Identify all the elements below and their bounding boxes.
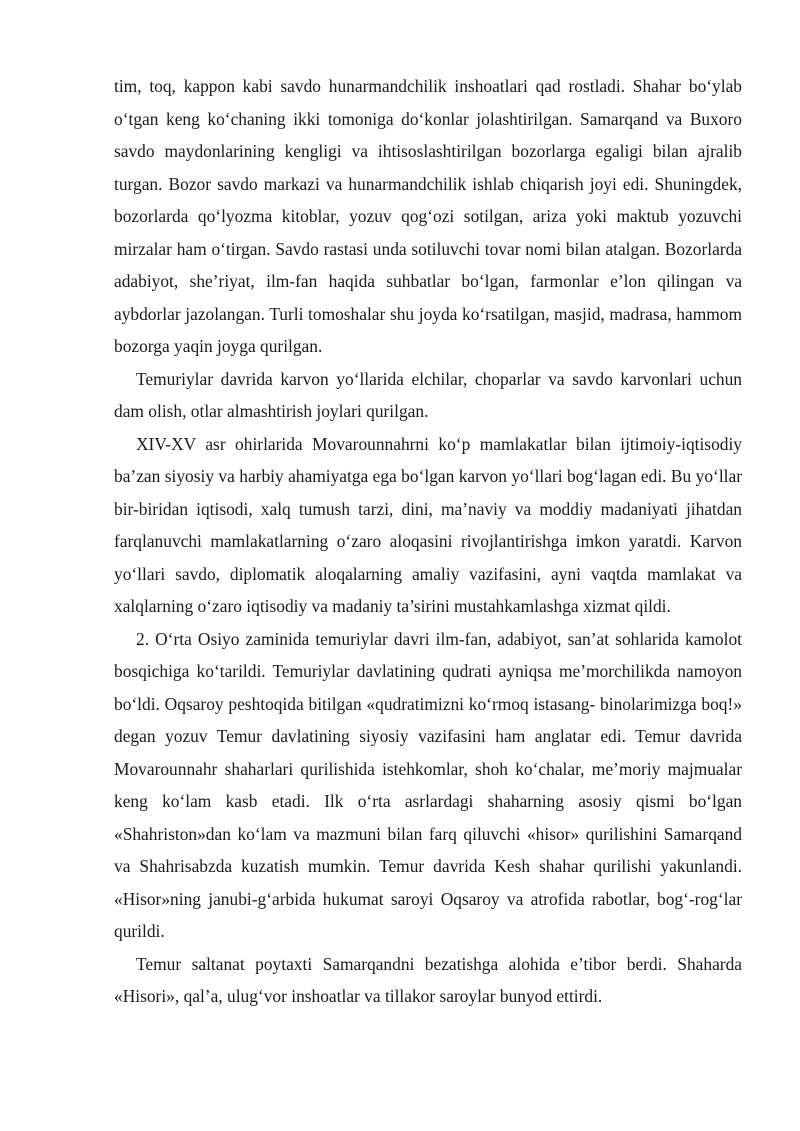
paragraph-2: Temuriylar davrida karvon yo‘llarida elchilar, choparlar va savdo karvonlari uchun dam olish, otlar almashtirish joylari qurilgan.: [114, 368, 742, 421]
paragraph-4: 2. O‘rta Osiyo zaminida temuriylar davri ilm-fan, adabiyot, san’at sohlarida kamolot bosqichiga ko‘tarildi. Temuriylar davlatining qudrati ayniqsa me’morchilikda namoyon bo‘ldi. Oqsaroy peshtoqida bitilgan «qudratimizni ko‘rmoq istasang- binolarimizga boq!» degan yozuv Temur davlatining siyosiy vazifasini ham anglatar edi. Temur davrida Movarounnahr shaharlari qurilishida istehkomlar, shoh ko‘chalar, me’moriy majmualar keng ko‘lam kasb etadi. Ilk o‘rta asrlardagi shaharning asosiy qismi bo‘lgan «Shahriston»dan ko‘lam va mazmuni bilan farq qiluvchi «hisor» qurilishini Samarqand va Shahrisabzda kuzatish mumkin. Temur davrida Kesh shahar qurilishi yakunlandi. «Hisor»ning janubi-g‘arbida hukumat saroyi Oqsaroy va atrofida rabotlar, bog‘-rog‘lar qurildi.: [114, 628, 742, 941]
paragraph-5: Temur saltanat poytaxti Samarqandni bezatishga alohida e’tibor berdi. Shaharda «Hisori», qal’a, ulug‘vor inshoatlar va tillakor saroylar bunyod ettirdi.: [114, 953, 742, 1006]
paragraph-1: tim, toq, kappon kabi savdo hunarmandchilik inshoatlari qad rostladi. Shahar bo‘ylab o‘tgan keng ko‘chaning ikki tomoniga do‘konlar jolashtirilgan. Samarqand va Buxoro savdo maydonlarining kengligi va ihtisoslashtirilgan bozorlarga egaligi bilan ajralib turgan. Bozor savdo markazi va hunarmandchilik ishlab chiqarish joyi edi. Shuningdek, bozorlarda qo‘lyozma kitoblar, yozuv qog‘ozi sotilgan, ariza yoki maktub yozuvchi mirzalar ham o‘tirgan. Savdo rastasi unda sotiluvchi tovar nomi bilan atalgan. Bozorlarda adabiyot, she’riyat, ilm-fan haqida suhbatlar bo‘lgan, farmonlar e’lon qilingan va aybdorlar jazolangan. Turli tomoshalar shu joyda ko‘rsatilgan, masjid, madrasa, hammom bozorga yaqin joyga qurilgan.: [114, 76, 742, 356]
body-text: [114, 70, 742, 1013]
paragraph-3: XIV-XV asr ohirlarida Movarounnahrni ko‘p mamlakatlar bilan ijtimoiy-iqtisodiy ba’zan siyosiy va harbiy ahamiyatga ega bo‘lgan karvon yo‘llari bog‘lagan edi. Bu yo‘llar bir-biridan iqtisodi, xalq tumush tarzi, dini, ma’naviy va moddiy madaniyati jihatdan farqlanuvchi mamlakatlarning o‘zaro aloqasini rivojlantirishga imkon yaratdi. Karvon yo‘llari savdo, diplomatik aloqalarning amaliy vazifasini, ayni vaqtda mamlakat va xalqlarning o‘zaro iqtisodiy va madaniy ta’sirini mustahkamlashga xizmat qildi.: [114, 433, 742, 616]
